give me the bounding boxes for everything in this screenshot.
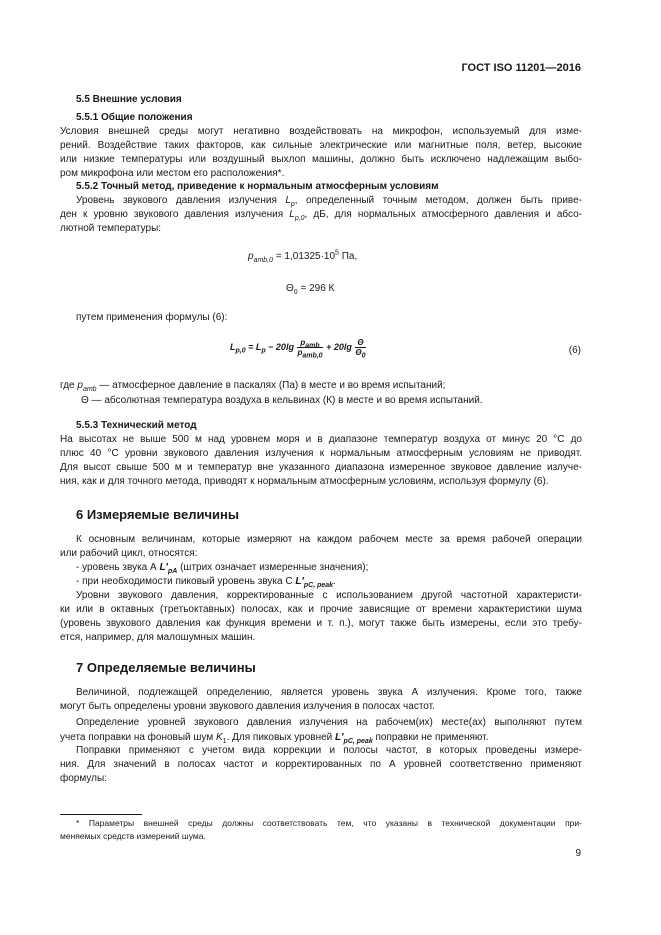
footnote-rule — [60, 814, 142, 815]
formula-number: (6) — [568, 345, 581, 356]
list-item: - при необходимости пиковый уровень звука С $L'_{pC, peak}$. — [76, 576, 336, 589]
para-line: могут быть определены уровни звукового давления излучения в полосах частот. — [60, 701, 435, 712]
para-line: плюс 40 °С уровни звукового давления излучения к нормальным атмосферным условиям не приводят. — [60, 448, 582, 459]
where-p-amb: где $p_{amb}$ — атмосферное давление в паскалях (Па) в месте и во время испытаний; — [60, 380, 446, 393]
para-line: ки или в октавных (третьоктавных) полосах, как и прочие зависящие от времени характеристики шума — [60, 604, 582, 615]
footnote-line: меняемых средств измерений шума. — [60, 831, 206, 841]
section-5-5-1-title: 5.5.1 Общие положения — [76, 112, 193, 123]
para-line: или рабочий цикл, относятся: — [60, 548, 198, 559]
para-line: ется, например, для малошумных машин. — [60, 632, 256, 643]
para-line: (уровень звукового давления как функция времени и т. п.), могут также быть измерены, если это требу- — [60, 618, 582, 629]
para-line: На высотах не выше 500 м над уровнем моря и в диапазоне температур воздуха от минус 20 °С до — [60, 434, 582, 445]
footnote-line: * Параметры внешней среды должны соответствовать тем, что указаны в технической документации при- — [76, 818, 582, 828]
page-number: 9 — [575, 848, 581, 859]
para-line: лютной температуры: — [60, 223, 162, 234]
para-line: Поправки применяют с учетом вида коррекции и полосы частот, в которых проведены измере- — [76, 745, 582, 756]
running-header: ГОСТ ISO 11201—2016 — [461, 62, 581, 74]
para-line: путем применения формулы (6): — [76, 312, 228, 323]
para-line: Определение уровней звукового давления излучения на рабочем(их) месте(ах) выполняют путем — [76, 717, 582, 728]
where-theta: Θ — абсолютная температура воздуха в кельвинах (К) в месте и во время испытаний. — [81, 395, 483, 406]
list-item: - уровень звука А $L'_{pA}$ (штрих означает измеренные значения); — [76, 562, 369, 575]
section-5-5-title: 5.5 Внешние условия — [76, 94, 182, 105]
para-line: Уровни звукового давления, корректированные с использованием другой частотной характеристи- — [76, 590, 582, 601]
section-7-title: 7 Определяемые величины — [76, 660, 256, 675]
para-line: рений. Воздействие таких факторов, как сильные электрические или магнитные поля, ветер, высокие — [60, 140, 582, 151]
section-5-5-2-title: 5.5.2 Точный метод, приведение к нормальным атмосферным условиям — [76, 181, 439, 192]
para-line: ром микрофона или местом его расположения*. — [60, 168, 285, 179]
para-line: ден к уровню звукового давления излучения $L_{p,0}$, дБ, для нормальных атмосферного давления и абсо- — [60, 209, 582, 222]
para-line: Уровень звукового давления излучения $L_p$, определенный точным методом, должен быть приве- — [76, 195, 583, 208]
para-line: ния. Для значений в полосах частот и корректированных по А уровней соответственно применяют — [60, 759, 582, 770]
para-line: Условия внешней среды могут негативно воздействовать на микрофон, используемый для изме- — [60, 126, 582, 137]
para-line: К основным величинам, которые измеряют на каждом рабочем месте за время рабочей операции — [76, 534, 582, 545]
formula-6: $L_{p,0} = L_p - 20\lg$ $\frac{p_{amb}}{p_{amb,0}}$ + 20lg $\frac{\Theta}{\Theta_0}$ — [230, 338, 366, 360]
para-line: учета поправки на фоновый шум $K_1$. Для пиковых уровней $L'_{pC, peak}$ поправки не применяют. — [60, 732, 489, 745]
equation-p-amb-0: $p_{amb,0} = 1,01325\cdot 10^5$ Па, — [248, 249, 358, 264]
para-line: ния, как и для точного метода, приводят к нормальным атмосферным условиям, используя формулу (6). — [60, 476, 549, 487]
para-line: Для высот свыше 500 м и температур вне указанного диапазона измеренное звуковое давление излуче- — [60, 462, 582, 473]
equation-theta-0: $\Theta_0 = 296$ К — [286, 283, 335, 296]
para-line: или низкие температуры или воздушный выхлоп машины, должно быть исключено надлежащим выбо- — [60, 154, 582, 165]
section-5-5-3-title: 5.5.3 Технический метод — [76, 420, 197, 431]
para-line: Величиной, подлежащей определению, является уровень звука А излучения. Кроме того, также — [76, 687, 582, 698]
para-line: формулы: — [60, 773, 107, 784]
section-6-title: 6 Измеряемые величины — [76, 507, 239, 522]
